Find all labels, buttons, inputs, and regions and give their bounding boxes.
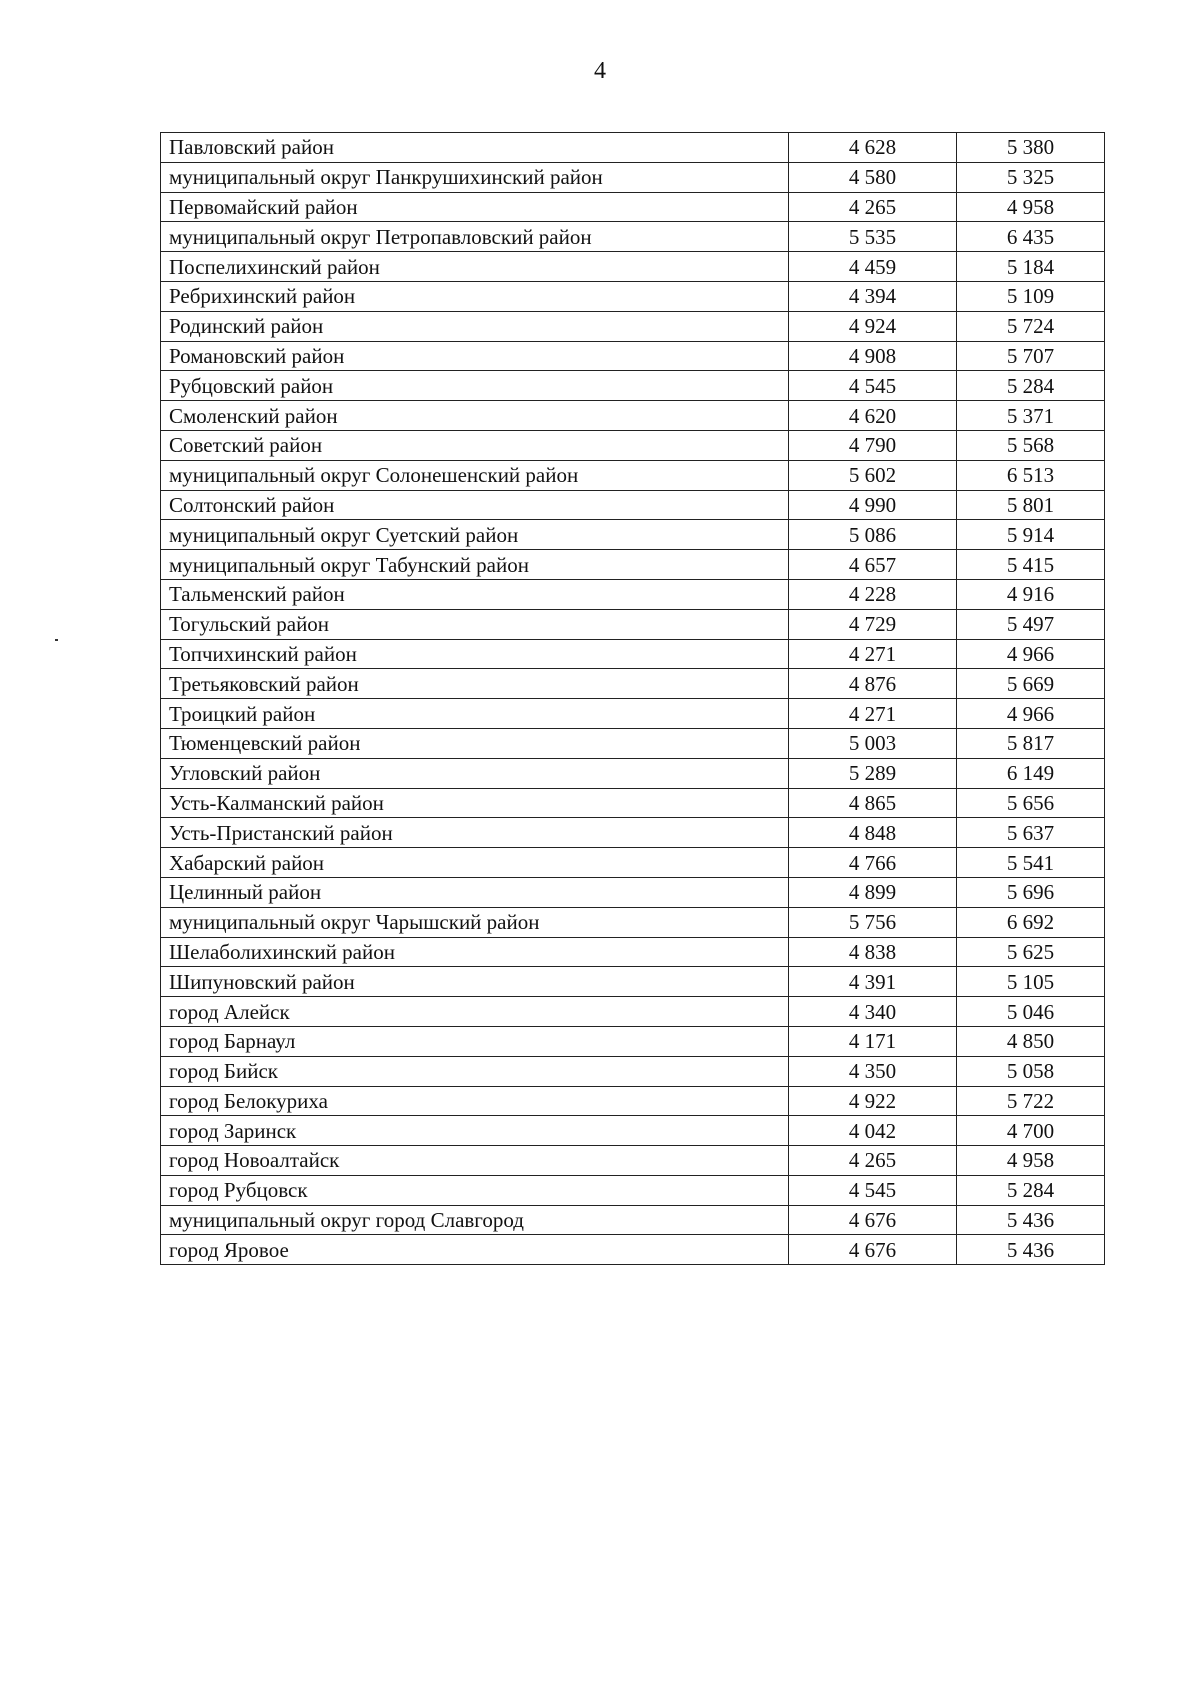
page-number: 4 — [594, 58, 606, 84]
value-cell-2: 5 436 — [957, 1235, 1105, 1265]
value-cell-2: 5 669 — [957, 669, 1105, 699]
value-cell-2: 5 722 — [957, 1086, 1105, 1116]
municipality-name-cell: Усть-Пристанский район — [161, 818, 789, 848]
value-cell-1: 4 042 — [789, 1116, 957, 1146]
table-row — [161, 1056, 1105, 1086]
value-cell-2: 6 513 — [957, 460, 1105, 490]
table-row — [161, 848, 1105, 878]
municipality-name-cell: муниципальный округ Солонешенский район — [161, 460, 789, 490]
table-row — [161, 1235, 1105, 1265]
municipality-name-cell: город Барнаул — [161, 1026, 789, 1056]
municipality-name-cell: Первомайский район — [161, 192, 789, 222]
value-cell-1: 4 265 — [789, 192, 957, 222]
municipality-name-cell: Шипуновский район — [161, 967, 789, 997]
table-row — [161, 133, 1105, 163]
value-cell-2: 4 958 — [957, 192, 1105, 222]
value-cell-2: 6 149 — [957, 758, 1105, 788]
value-cell-1: 4 657 — [789, 550, 957, 580]
table-row — [161, 907, 1105, 937]
value-cell-2: 5 637 — [957, 818, 1105, 848]
municipality-name-cell: Усть-Калманский район — [161, 788, 789, 818]
value-cell-2: 5 184 — [957, 252, 1105, 282]
value-cell-1: 4 865 — [789, 788, 957, 818]
value-cell-1: 4 876 — [789, 669, 957, 699]
table-row — [161, 937, 1105, 967]
municipality-name-cell: Хабарский район — [161, 848, 789, 878]
municipality-name-cell: Топчихинский район — [161, 639, 789, 669]
table-row — [161, 490, 1105, 520]
value-cell-1: 5 602 — [789, 460, 957, 490]
value-cell-2: 5 625 — [957, 937, 1105, 967]
value-cell-2: 4 850 — [957, 1026, 1105, 1056]
value-cell-2: 5 415 — [957, 550, 1105, 580]
value-cell-1: 4 171 — [789, 1026, 957, 1056]
value-cell-2: 5 497 — [957, 609, 1105, 639]
value-cell-1: 4 350 — [789, 1056, 957, 1086]
table-row — [161, 281, 1105, 311]
value-cell-2: 5 914 — [957, 520, 1105, 550]
value-cell-2: 5 284 — [957, 1175, 1105, 1205]
value-cell-2: 5 380 — [957, 133, 1105, 163]
value-cell-1: 4 580 — [789, 162, 957, 192]
municipality-name-cell: Солтонский район — [161, 490, 789, 520]
table-row — [161, 430, 1105, 460]
municipality-name-cell: Павловский район — [161, 133, 789, 163]
value-cell-2: 5 058 — [957, 1056, 1105, 1086]
table-row — [161, 997, 1105, 1027]
municipality-name-cell: Троицкий район — [161, 699, 789, 729]
table-row — [161, 371, 1105, 401]
table-row — [161, 222, 1105, 252]
value-cell-2: 4 966 — [957, 639, 1105, 669]
table-row — [161, 1205, 1105, 1235]
municipality-name-cell: Тюменцевский район — [161, 728, 789, 758]
value-cell-2: 6 435 — [957, 222, 1105, 252]
municipality-name-cell: город Бийск — [161, 1056, 789, 1086]
table-row — [161, 699, 1105, 729]
table-row — [161, 311, 1105, 341]
table-row — [161, 877, 1105, 907]
value-cell-2: 5 284 — [957, 371, 1105, 401]
scan-speck — [55, 639, 58, 641]
value-cell-1: 4 899 — [789, 877, 957, 907]
municipality-name-cell: Тальменский район — [161, 579, 789, 609]
value-cell-1: 4 265 — [789, 1146, 957, 1176]
municipality-name-cell: Ребрихинский район — [161, 281, 789, 311]
table-row — [161, 520, 1105, 550]
value-cell-1: 4 391 — [789, 967, 957, 997]
value-cell-2: 5 707 — [957, 341, 1105, 371]
table-row — [161, 1146, 1105, 1176]
table-row — [161, 401, 1105, 431]
value-cell-2: 5 696 — [957, 877, 1105, 907]
value-cell-1: 5 289 — [789, 758, 957, 788]
table-row — [161, 639, 1105, 669]
municipality-name-cell: муниципальный округ Суетский район — [161, 520, 789, 550]
value-cell-1: 4 545 — [789, 371, 957, 401]
value-cell-2: 5 568 — [957, 430, 1105, 460]
value-cell-1: 5 756 — [789, 907, 957, 937]
table-row — [161, 788, 1105, 818]
data-table — [160, 132, 1105, 1265]
value-cell-1: 4 628 — [789, 133, 957, 163]
value-cell-1: 5 086 — [789, 520, 957, 550]
table-row — [161, 579, 1105, 609]
municipality-name-cell: город Яровое — [161, 1235, 789, 1265]
municipality-name-cell: Угловский район — [161, 758, 789, 788]
table-row — [161, 758, 1105, 788]
municipality-name-cell: Смоленский район — [161, 401, 789, 431]
value-cell-2: 4 958 — [957, 1146, 1105, 1176]
table-body — [161, 133, 1105, 1265]
value-cell-1: 4 676 — [789, 1205, 957, 1235]
value-cell-1: 4 848 — [789, 818, 957, 848]
table-row — [161, 1116, 1105, 1146]
value-cell-1: 4 271 — [789, 639, 957, 669]
municipality-name-cell: Третьяковский район — [161, 669, 789, 699]
municipality-name-cell: город Алейск — [161, 997, 789, 1027]
value-cell-2: 5 325 — [957, 162, 1105, 192]
table-row — [161, 192, 1105, 222]
value-cell-1: 4 838 — [789, 937, 957, 967]
municipality-name-cell: Целинный район — [161, 877, 789, 907]
value-cell-1: 4 459 — [789, 252, 957, 282]
municipality-name-cell: муниципальный округ город Славгород — [161, 1205, 789, 1235]
value-cell-2: 5 105 — [957, 967, 1105, 997]
value-cell-1: 4 790 — [789, 430, 957, 460]
value-cell-2: 5 046 — [957, 997, 1105, 1027]
value-cell-1: 4 340 — [789, 997, 957, 1027]
value-cell-2: 5 436 — [957, 1205, 1105, 1235]
table-row — [161, 252, 1105, 282]
value-cell-2: 4 700 — [957, 1116, 1105, 1146]
value-cell-1: 4 545 — [789, 1175, 957, 1205]
value-cell-2: 5 371 — [957, 401, 1105, 431]
table-row — [161, 341, 1105, 371]
value-cell-1: 4 620 — [789, 401, 957, 431]
value-cell-2: 5 724 — [957, 311, 1105, 341]
value-cell-2: 5 817 — [957, 728, 1105, 758]
table-row — [161, 550, 1105, 580]
value-cell-1: 4 990 — [789, 490, 957, 520]
value-cell-2: 4 966 — [957, 699, 1105, 729]
value-cell-2: 5 656 — [957, 788, 1105, 818]
value-cell-1: 4 908 — [789, 341, 957, 371]
value-cell-1: 5 003 — [789, 728, 957, 758]
municipality-name-cell: Тогульский район — [161, 609, 789, 639]
municipality-name-cell: муниципальный округ Чарышский район — [161, 907, 789, 937]
table-row — [161, 669, 1105, 699]
value-cell-1: 4 271 — [789, 699, 957, 729]
value-cell-2: 5 541 — [957, 848, 1105, 878]
table-row — [161, 1086, 1105, 1116]
municipality-name-cell: город Новоалтайск — [161, 1146, 789, 1176]
municipality-name-cell: город Белокуриха — [161, 1086, 789, 1116]
value-cell-1: 4 924 — [789, 311, 957, 341]
municipality-name-cell: Родинский район — [161, 311, 789, 341]
value-cell-1: 4 766 — [789, 848, 957, 878]
municipality-name-cell: Романовский район — [161, 341, 789, 371]
municipality-name-cell: муниципальный округ Петропавловский район — [161, 222, 789, 252]
table-row — [161, 162, 1105, 192]
value-cell-1: 4 394 — [789, 281, 957, 311]
table-row — [161, 728, 1105, 758]
municipality-name-cell: Советский район — [161, 430, 789, 460]
table-row — [161, 460, 1105, 490]
value-cell-2: 5 109 — [957, 281, 1105, 311]
municipality-name-cell: муниципальный округ Табунский район — [161, 550, 789, 580]
value-cell-2: 6 692 — [957, 907, 1105, 937]
table-row — [161, 1175, 1105, 1205]
municipality-name-cell: город Заринск — [161, 1116, 789, 1146]
value-cell-1: 4 729 — [789, 609, 957, 639]
value-cell-1: 5 535 — [789, 222, 957, 252]
municipality-name-cell: муниципальный округ Панкрушихинский район — [161, 162, 789, 192]
municipality-name-cell: Поспелихинский район — [161, 252, 789, 282]
value-cell-1: 4 676 — [789, 1235, 957, 1265]
table-row — [161, 1026, 1105, 1056]
municipality-name-cell: Шелаболихинский район — [161, 937, 789, 967]
value-cell-2: 4 916 — [957, 579, 1105, 609]
municipality-name-cell: Рубцовский район — [161, 371, 789, 401]
value-cell-2: 5 801 — [957, 490, 1105, 520]
table-row — [161, 967, 1105, 997]
value-cell-1: 4 922 — [789, 1086, 957, 1116]
municipality-name-cell: город Рубцовск — [161, 1175, 789, 1205]
table-row — [161, 609, 1105, 639]
value-cell-1: 4 228 — [789, 579, 957, 609]
table-row — [161, 818, 1105, 848]
